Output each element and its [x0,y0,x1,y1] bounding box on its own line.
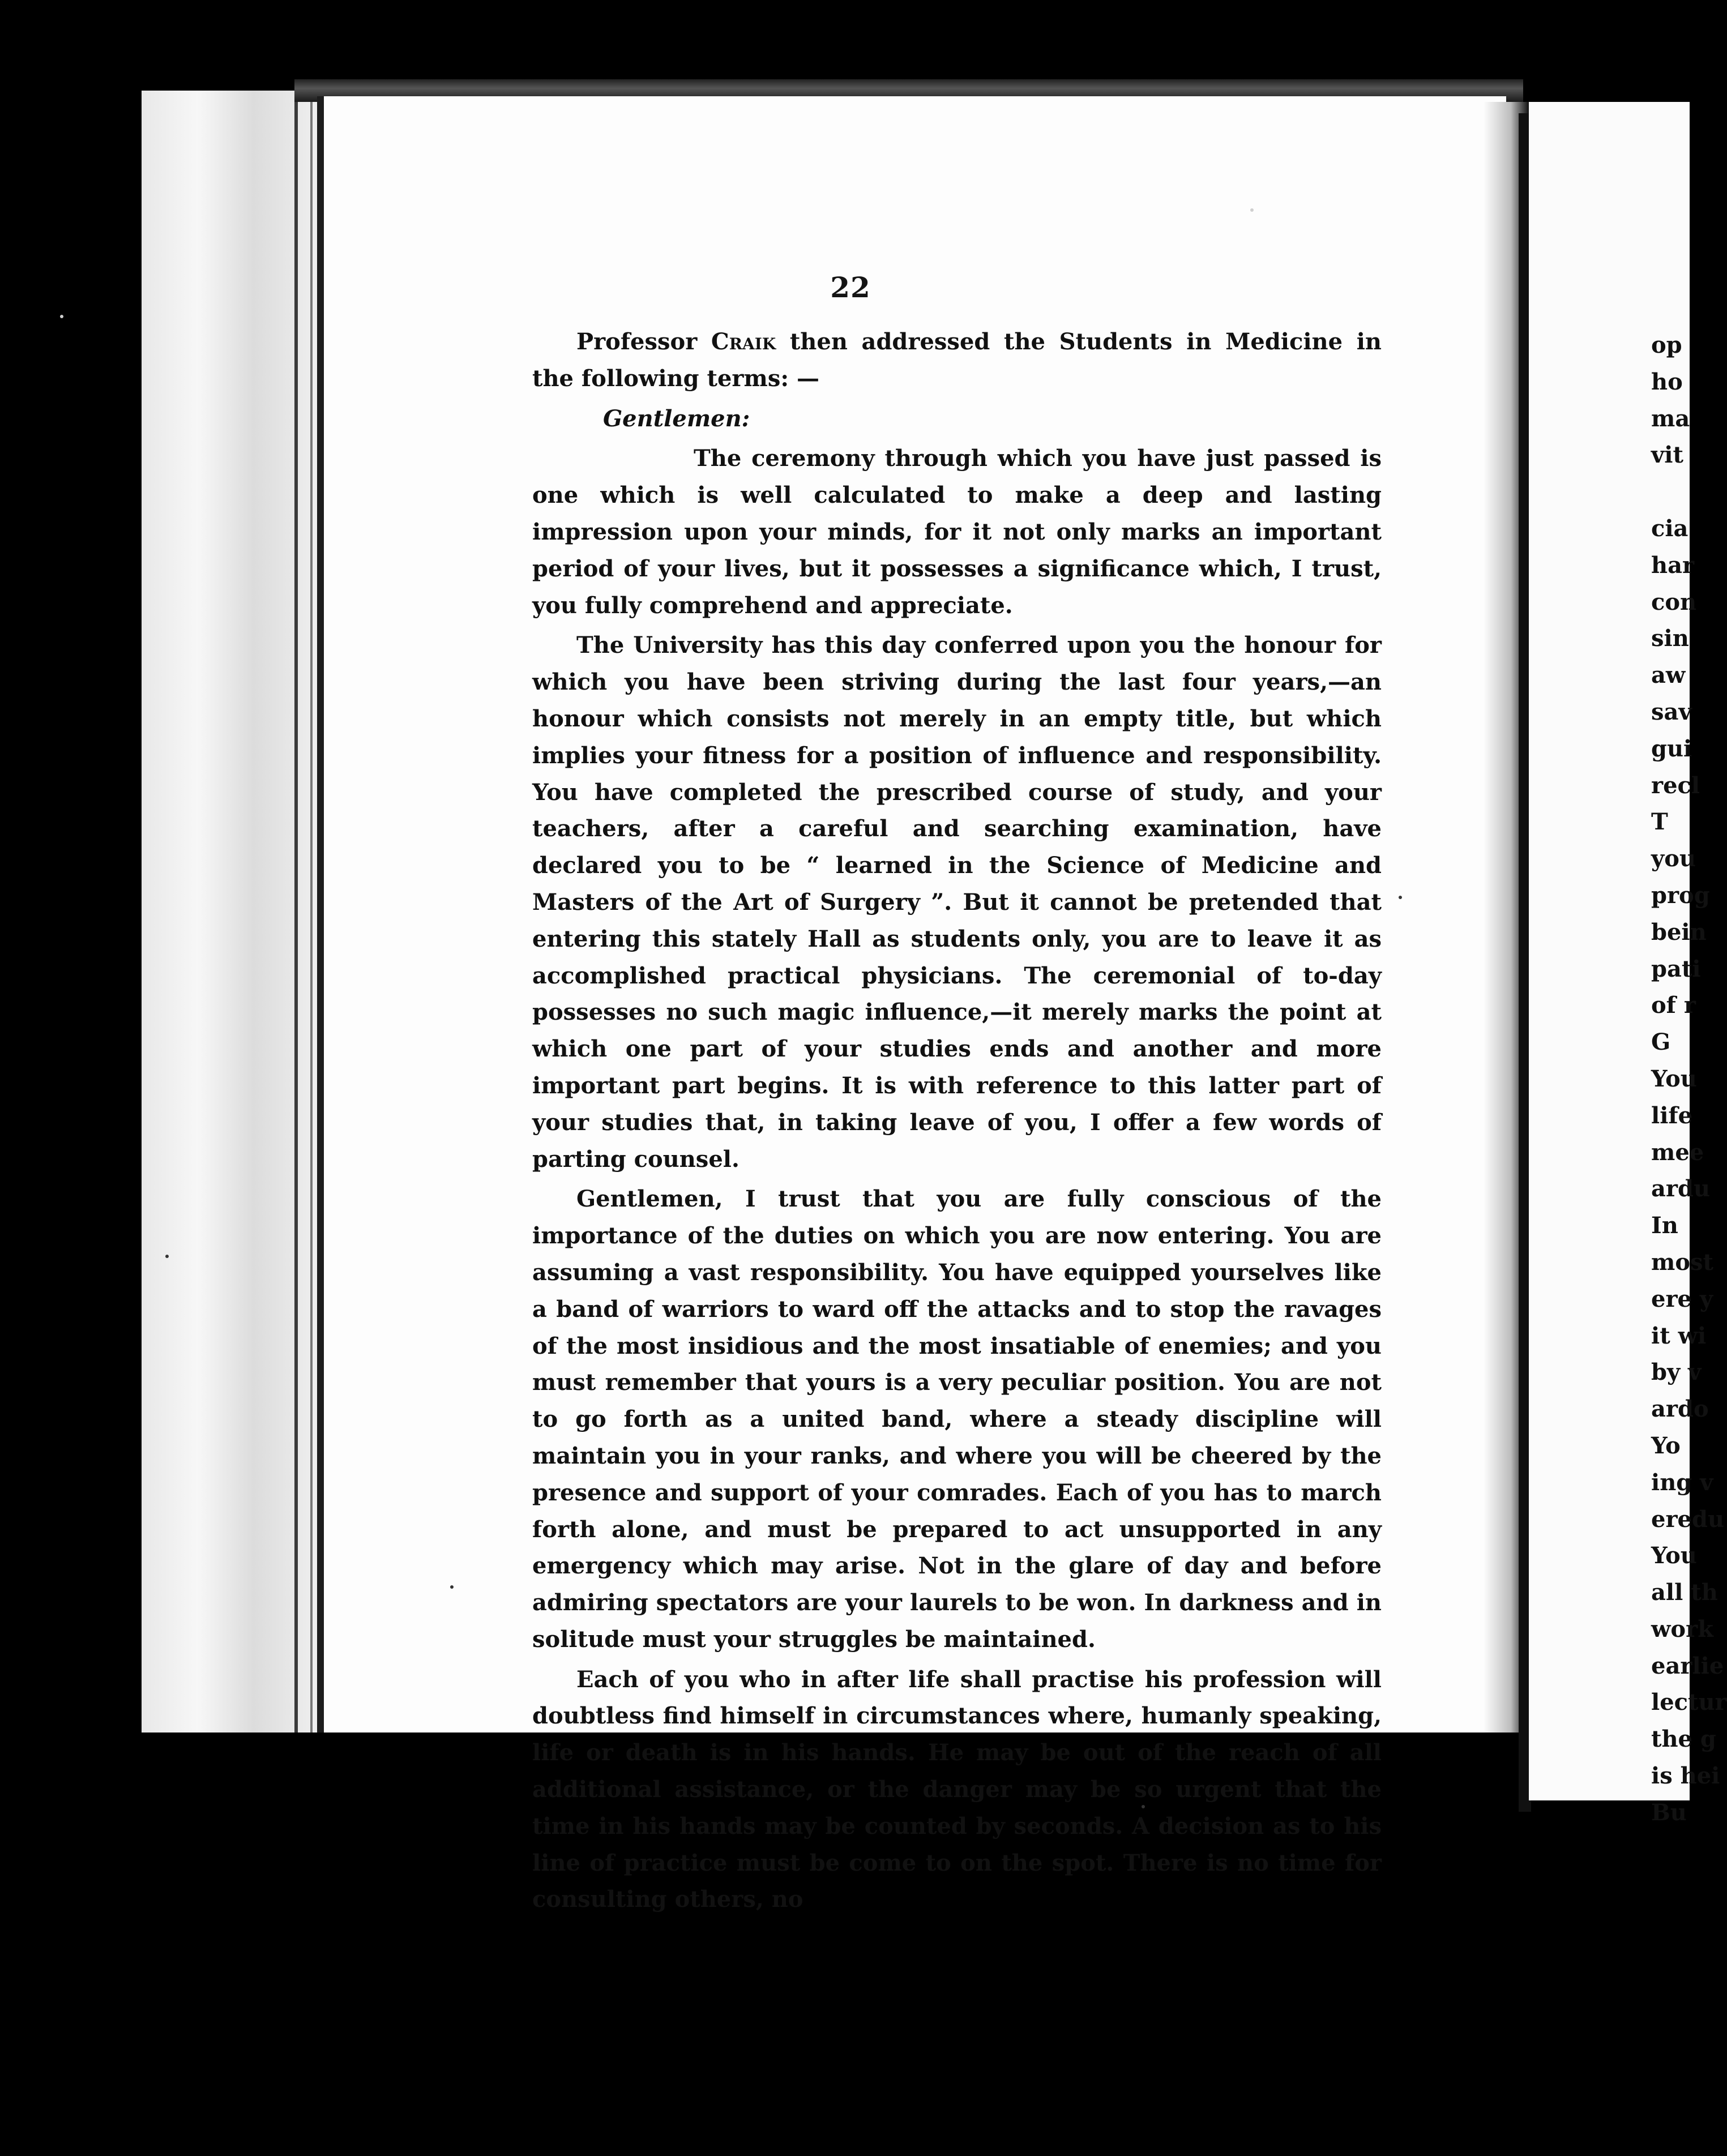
facing-page-line-fragment: life [1651,1102,1693,1129]
facing-page-line-fragment: You [1651,1065,1697,1092]
facing-page-line-fragment: ing v [1651,1469,1713,1496]
facing-page-line-fragment: recl [1651,772,1700,799]
facing-page-line-fragment: pati [1651,955,1701,982]
page-edge-line [310,79,313,1732]
facing-page-line-fragment: con [1651,588,1697,615]
facing-page-line-fragment: by v [1651,1359,1702,1386]
lead-text-rest: then addressed the Students in Medicine in the following terms: — [532,328,1382,392]
facing-page-line-fragment: ardo [1651,1396,1709,1423]
paragraph: The University has this day conferred upon you the honour for which you have been striving during the last four years,—an honour which consists not merely in an empty title, but which implies your fitness for a position of influence and responsibility. You have completed the prescribed course of study, and your teachers, after a careful and searching examination, have declared you to be “ learned in the Science of Medicine and Masters of the Art of Surgery ”. But it cannot be pretended that entering this stately Hall as students only, you are to leave it as accomplished practical physicians. The ceremonial of to-day possesses no such magic influence,—it merely marks the point at which one part of your studies ends and another and more important part begins. It is with reference to this latter part of your studies that, in taking leave of you, I offer a few words of parting counsel. [532,632,1382,1173]
facing-page-line-fragment: Bu [1651,1799,1687,1826]
paragraph: The ceremony through which you have just passed is one which is well calculated to make a deep and lasting impression upon your minds, for it not only marks an important period of your lives, but it possesses a significance which, I trust, you fully comprehend and appreciate. [532,445,1382,619]
facing-page-line-fragment: ma [1651,405,1690,432]
facing-page-line-fragment: most [1651,1248,1713,1276]
facing-page-line-fragment: ardu [1651,1175,1711,1203]
speaker-name: Craik [711,328,776,355]
facing-page-line-fragment: lectur [1651,1689,1727,1716]
facing-page-line-fragment: vit [1651,442,1683,469]
lead-paragraph [532,324,1382,397]
facing-page-line-fragment: bein [1651,918,1707,946]
book-page-stack [142,91,328,1732]
scan-speck [60,315,63,318]
page-number: 22 [830,271,871,304]
facing-page-line-fragment: cia [1651,515,1688,542]
scan-speck [1142,1805,1145,1808]
facing-page-line-fragment: earlie [1651,1652,1724,1679]
facing-page-line-fragment: Yo [1651,1432,1681,1459]
facing-page-line-fragment: you [1651,845,1696,872]
paragraph: Each of you who in after life shall practise his profession will doubtless find himself in circumstances where, humanly speaking, life or death is in his hands. He may be out of the reach of all additional assistance, or the danger may be so urgent that the time in his hands may be counted by seconds. A decision as to his line of practice must be come to on the spot. There is no time for consulting others, no [532,1666,1382,1913]
facing-page-line-fragment: aw [1651,662,1686,689]
scan-speck [450,1585,454,1589]
facing-page-line-fragment: op [1651,332,1682,358]
facing-page-line-fragment: prog [1651,882,1710,909]
facing-page-line-fragment: mee [1651,1139,1704,1166]
facing-page-line-fragment [1651,474,1719,511]
paragraph: Gentlemen, I trust that you are fully conscious of the importance of the duties on which you are now entering. You are assuming a vast responsibility. You have equipped yourselves like a band of warriors to ward off the attacks and to stop the ravages of the most insidious and the most insatiable of enemies; and you must remember that yours is a very peculiar position. You are not to go forth as a united band, where a steady discipline will maintain you in your ranks, and where you will be cheered by the presence and support of your comrades. Each of you has to march forth alone, and must be prepared to act unsupported in any emergency which may arise. Not in the glare of day and before admiring spectators are your laurels to be won. In darkness and in solitude must your struggles be maintained. [532,1186,1382,1653]
facing-page-line-fragment: the g [1651,1726,1716,1753]
facing-page-line-fragment: of r [1651,992,1696,1019]
facing-page-text-fragments [1651,327,1727,1832]
facing-page-line-fragment: work [1651,1615,1713,1642]
facing-page-line-fragment: all th [1651,1579,1718,1606]
facing-page-line-fragment: T [1651,808,1668,836]
facing-page-line-fragment: is hei [1651,1763,1720,1790]
facing-page-line-fragment: sin [1651,625,1689,652]
lead-text: Professor [576,328,711,355]
page-edge-line [294,79,298,1732]
facing-page-line-fragment: it wi [1651,1322,1707,1349]
facing-page-line-fragment: In [1651,1212,1678,1239]
facing-page-line-fragment: You [1651,1542,1697,1569]
facing-page-line-fragment: eredu [1651,1505,1725,1533]
page-body [532,324,1382,1918]
facing-page-line-fragment: gui [1651,735,1692,762]
salutation: Gentlemen: [603,405,750,432]
facing-page-line-fragment: ere y [1651,1285,1713,1312]
facing-page-line-fragment: G [1651,1029,1671,1056]
scan-speck [1250,208,1254,212]
facing-page-line-fragment: ho [1651,368,1683,395]
facing-page-line-fragment: har [1651,551,1695,579]
facing-page-line-fragment: sav [1651,698,1692,725]
scan-speck [1399,896,1402,899]
scan-speck [165,1255,169,1258]
